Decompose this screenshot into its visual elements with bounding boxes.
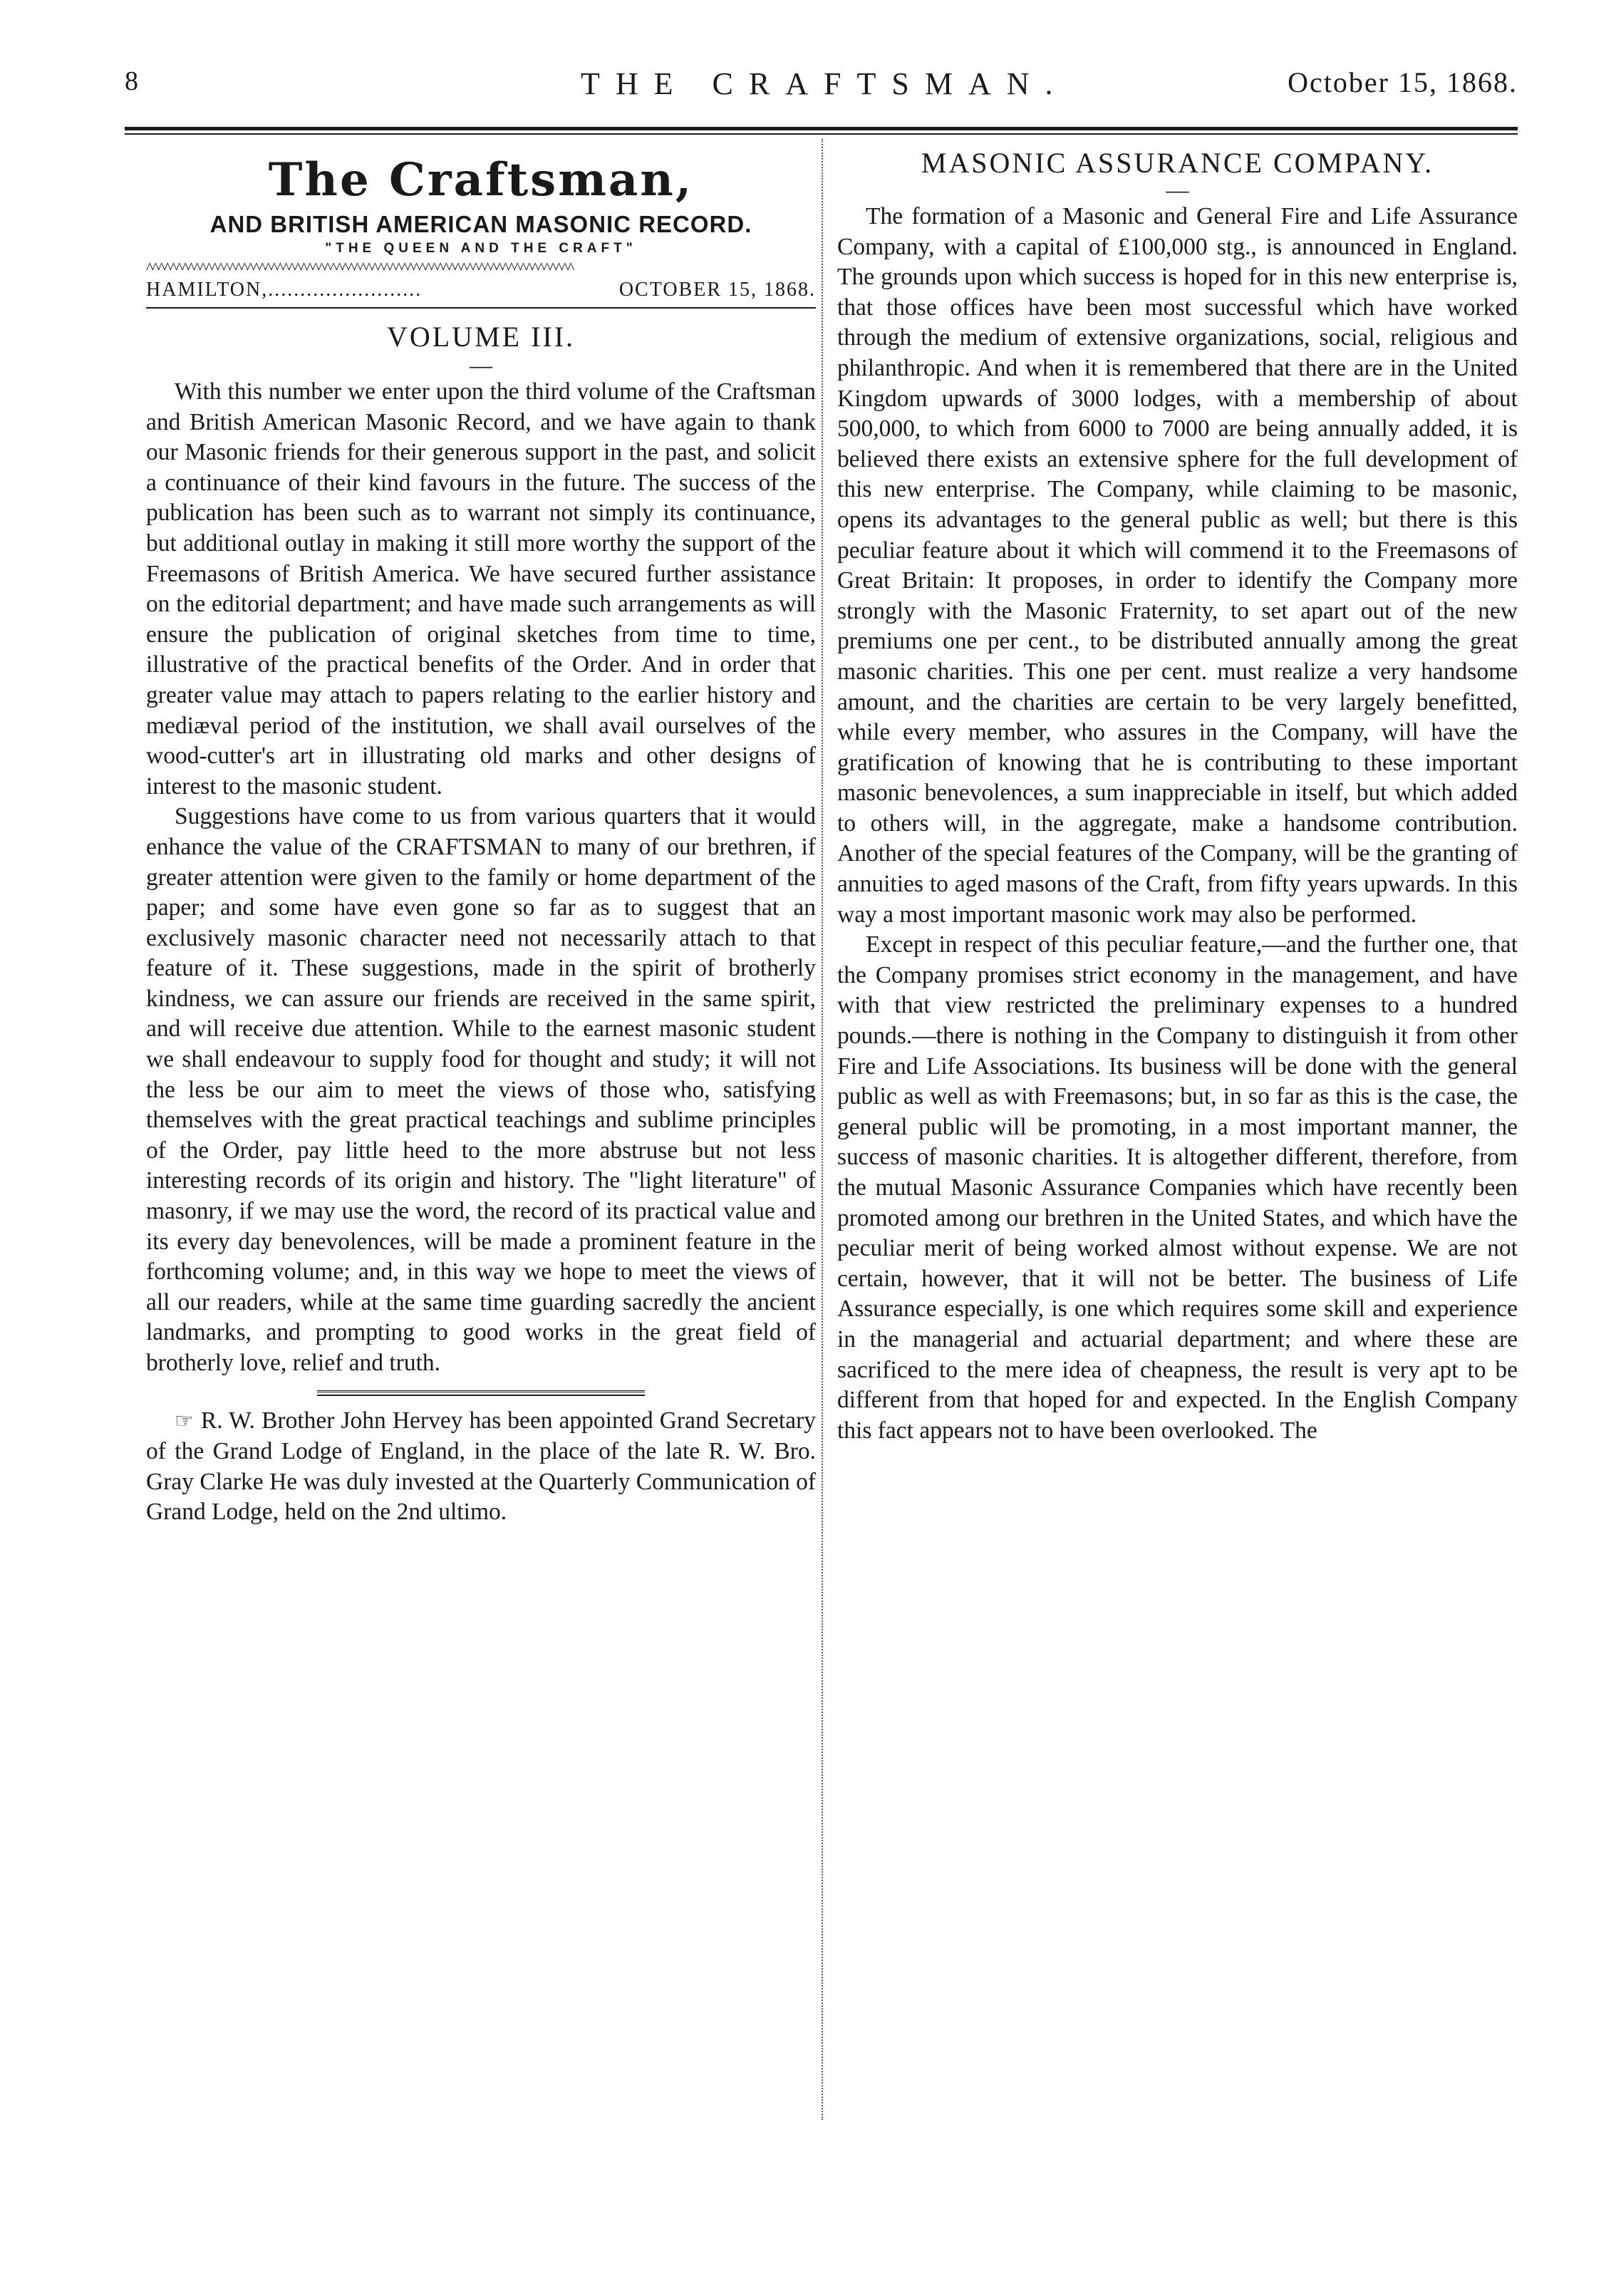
header-rule	[125, 127, 1518, 135]
article-heading-volume: VOLUME III.	[386, 321, 576, 353]
page-number: 8	[125, 66, 138, 96]
pointing-hand-icon: ☞	[175, 1409, 194, 1433]
notice-paragraph	[146, 1406, 816, 1528]
heading-dash: —	[470, 352, 492, 378]
article-paragraph: Suggestions have come to us from various quarters that it would enhance the value of the CRAFTSMAN to many of our brethren, if greater attention were given to the family or home department of the paper; and some have even gone so far as to suggest that an exclusively masonic character need not necessarily attach to that feature of it. These suggestions, made in the spirit of brotherly kindness, we can assure our friends are received in the same spirit, and will receive due attention. While to the earnest masonic student we shall endeavour to supply food for thought and study; it will not the less be our aim to meet the views of those who, satisfying themselves with the great practical teachings and sublime principles of the Order, pay little heed to the more abstruse but not less interesting records of its origin and history. The "light literature" of masonry, if we may use the word, the record of its practical value and its every day benevolences, will be made a prominent feature in the forthcoming volume; and, in this way we hope to meet the views of all our readers, while at the same time guarding sacredly the ancient landmarks, and prompting to good works in the great field of brotherly love, relief and truth.	[146, 803, 816, 1376]
ornamental-rule: ^^^^^^^^^^^^^^^^^^^^^^^^^^^^^^^^^^^^^^^^^^^^^^^^^^^^^^^^^^^^^^^^^^^^^^^^	[146, 260, 574, 276]
masthead-motto: "THE QUEEN AND THE CRAFT"	[325, 241, 637, 256]
section-divider	[317, 1390, 645, 1396]
dateline-date: OCTOBER 15, 1868.	[618, 279, 816, 301]
masthead-title: The Craftsman,	[268, 153, 694, 207]
running-head	[125, 66, 1518, 108]
article-paragraph: With this number we enter upon the third volume of the Craftsman and British American Masonic Record, and we have again to thank our Masonic friends for their generous support in the past, and solicit a continuance of their kind favours in the future. The success of the publication has been such as to warrant not simply its continuance, but additional outlay in making it still more worthy the support of the Freemasons of British America. We have secured further assistance on the editorial department; and have made such arrangements as will ensure the publication of original sketches from time to time, illustrative of the practical benefits of the Order. And in order that greater value may attach to papers relating to the earlier history and mediæval period of the institution, we shall avail ourselves of the wood-cutter's art in illustrating old marks and other designs of interest to the masonic student.	[146, 378, 816, 800]
heading-dash: —	[1166, 177, 1189, 202]
dateline	[146, 276, 816, 309]
column-divider	[822, 139, 823, 2120]
publication-title: THE CRAFTSMAN.	[581, 66, 1069, 101]
article-heading-assurance: MASONIC ASSURANCE COMPANY.	[921, 147, 1434, 179]
issue-date: October 15, 1868.	[1288, 66, 1518, 98]
masthead-subtitle: AND BRITISH AMERICAN MASONIC RECORD.	[209, 211, 752, 237]
notice-text: R. W. Brother John Hervey has been appointed Grand Secretary of the Grand Lodge of England, in the place of the late R. W. Bro. Gray Clarke He was duly invested at the Quarterly Communication of Grand Lodge, held on the 2nd ultimo.	[146, 1407, 816, 1526]
right-column	[837, 146, 1518, 1446]
article-paragraph: The formation of a Masonic and General Fire and Life Assurance Company, with a capital of £100,000 stg., is announced in England. The grounds upon which success is hoped for in this new enterprise is, that those offices have been most successful which have worked through the medium of extensive organizations, social, religious and philanthropic. And when it is remembered that there are in the United Kingdom upwards of 3000 lodges, with a membership of about 500,000, to which from 6000 to 7000 are being annually added, it is believed there exists an extensive sphere for the full development of this new enterprise. The Company, while claiming to be masonic, opens its advantages to the general public as well; but there is this peculiar feature about it which will commend it to the Freemasons of Great Britain: It proposes, in order to identify the Company more strongly with the Masonic Fraternity, to set apart out of the new premiums one per cent., to be distributed annually among the great masonic charities. This one per cent. must realize a very handsome amount, and the charities are certain to be very largely benefitted, while every member, who assures in the Company, will have the gratification of knowing that he is contributing to these important masonic benevolences, a sum inappreciable in itself, but which added to others will, in the aggregate, make a handsome contribution. Another of the special features of the Company, will be the granting of annuities to aged masons of the Craft, from fifty years upwards. In this way a most important masonic work may also be performed.	[837, 203, 1518, 928]
dateline-place: HAMILTON,........................	[146, 279, 423, 301]
left-column	[146, 146, 816, 1528]
article-paragraph: Except in respect of this peculiar feature,—and the further one, that the Company promises strict economy in the management, and have with that view restricted the preliminary expenses to a hundred pounds.—there is nothing in the Company to distinguish it from other Fire and Life Associations. Its business will be done with the general public as well as with Freemasons; but, in so far as this is the case, the general public will be promoting, in a most important manner, the success of masonic charities. It is altogether different, therefore, from the mutual Masonic Assurance Companies which have recently been promoted among our brethren in the United States, and which have the peculiar merit of being worked almost without expense. We are not certain, however, that it will not be better. The business of Life Assurance especially, is one which requires some skill and experience in the managerial and actuarial department; and where these are sacrificed to the mere idea of cheapness, the result is very apt to be different from that hoped for and expected. In the English Company this fact appears not to have been overlooked. The	[837, 931, 1518, 1444]
